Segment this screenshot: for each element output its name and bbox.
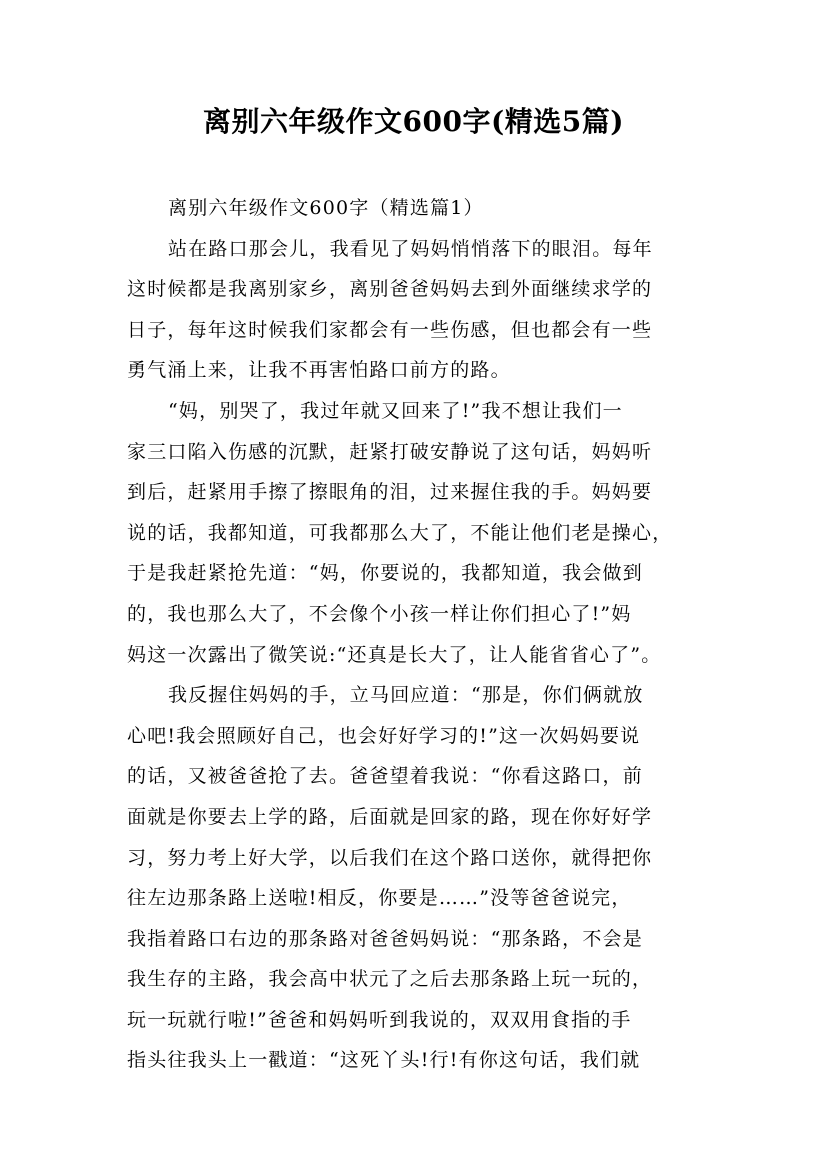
- paragraph-line: 家三口陷入伤感的沉默，赶紧打破安静说了这句话，妈妈听: [127, 440, 653, 463]
- paragraph-line: 日子，每年这时候我们家都会有一些伤感，但也都会有一些: [127, 318, 653, 341]
- paragraph-line: 习，努力考上好大学，以后我们在这个路口送你，就得把你: [127, 846, 653, 869]
- document-title: 离别六年级作文600字(精选5篇): [203, 105, 624, 138]
- paragraph-line: “妈，别哭了，我过年就又回来了!”我不想让我们一: [168, 399, 623, 422]
- paragraph-line: 站在路口那会儿，我看见了妈妈悄悄落下的眼泪。每年: [168, 237, 653, 260]
- paragraph-line: 妈这一次露出了微笑说:“还真是长大了，让人能省省心了”。: [127, 643, 662, 666]
- paragraph-line: 玩一玩就行啦!”爸爸和妈妈听到我说的，双双用食指的手: [127, 1008, 632, 1031]
- paragraph-line: 的，我也那么大了，不会像个小孩一样让你们担心了!”妈: [127, 602, 632, 625]
- document-body: [127, 188, 737, 1081]
- paragraph-line: 于是我赶紧抢先道：“妈，你要说的，我都知道，我会做到: [127, 562, 643, 585]
- paragraph-line: 面就是你要去上学的路，后面就是回家的路，现在你好好学: [127, 805, 653, 828]
- paragraph-line: 我生存的主路，我会高中状元了之后去那条路上玩一玩的，: [127, 968, 653, 991]
- section-heading: 离别六年级作文600字（精选篇1）: [168, 197, 484, 219]
- paragraph-line: 指头往我头上一戳道：“这死丫头!行!有你这句话，我们就: [127, 1049, 641, 1072]
- paragraph-line: 这时候都是我离别家乡，离别爸爸妈妈去到外面继续求学的: [127, 278, 653, 301]
- paragraph-line: 勇气涌上来，让我不再害怕路口前方的路。: [127, 359, 511, 382]
- paragraph-line: 往左边那条路上送啦!相反，你要是……”没等爸爸说完，: [127, 887, 632, 910]
- paragraph-line: 到后，赶紧用手擦了擦眼角的泪，过来握住我的手。妈妈要: [127, 481, 653, 504]
- paragraph-line: 的话，又被爸爸抢了去。爸爸望着我说：“你看这路口，前: [127, 765, 643, 788]
- paragraph-line: 我反握住妈妈的手，立马回应道：“那是，你们俩就放: [168, 684, 644, 707]
- paragraph-line: 心吧!我会照顾好自己，也会好好学习的!”这一次妈妈要说: [127, 724, 641, 747]
- paragraph-line: 说的话，我都知道，可我都那么大了，不能让他们老是操心，: [127, 521, 673, 544]
- paragraph-line: 我指着路口右边的那条路对爸爸妈妈说：“那条路，不会是: [127, 927, 643, 950]
